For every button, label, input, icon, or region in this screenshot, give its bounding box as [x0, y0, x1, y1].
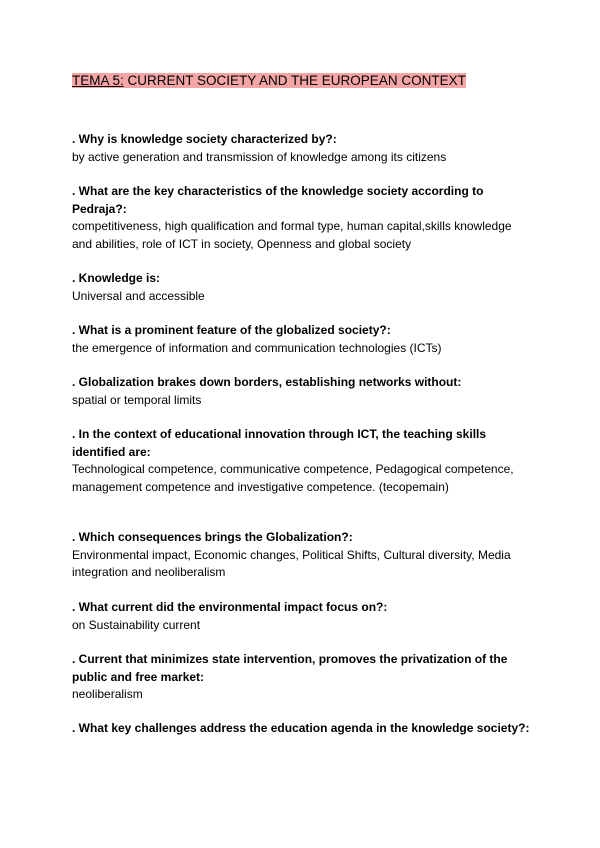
qa-item-6 — [72, 426, 534, 496]
qa-item-3 — [72, 270, 534, 305]
qa-item-1 — [72, 131, 534, 166]
qa-item-2 — [72, 183, 534, 253]
question: . Why is knowledge society characterized by?: — [72, 132, 337, 146]
question: . Knowledge is: — [72, 271, 161, 285]
answer: Technological competence, communicative competence, Pedagogical competence, management competence and investigative competence. (tecopemain) — [72, 462, 514, 494]
qa-item-10 — [72, 720, 534, 738]
title-text: CURRENT SOCIETY AND THE EUROPEAN CONTEXT — [123, 73, 466, 88]
question: . What are the key characteristics of the knowledge society according to Pedraja?: — [72, 184, 484, 216]
question: . Which consequences brings the Globalization?: — [72, 530, 353, 544]
question: . In the context of educational innovation through ICT, the teaching skills identified are: — [72, 427, 487, 459]
question: . Globalization brakes down borders, establishing networks without: — [72, 375, 462, 389]
answer: by active generation and transmission of knowledge among its citizens — [72, 149, 447, 164]
answer: Environmental impact, Economic changes, Political Shifts, Cultural diversity, Media integration and neoliberalism — [72, 547, 511, 579]
answer: Universal and accessible — [72, 288, 205, 303]
qa-item-7 — [72, 529, 534, 582]
question: . What key challenges address the education agenda in the knowledge society?: — [72, 721, 530, 735]
title-highlight — [72, 73, 466, 88]
page-title — [72, 70, 468, 91]
answer: competitiveness, high qualification and formal type, human capital,skills knowledge and abilities, role of ICT in society, Openness and global society — [72, 219, 512, 251]
answer: spatial or temporal limits — [72, 392, 202, 407]
question: . What is a prominent feature of the globalized society?: — [72, 323, 391, 337]
qa-item-5 — [72, 374, 534, 409]
answer: the emergence of information and communication technologies (ICTs) — [72, 340, 442, 355]
answer: on Sustainability current — [72, 617, 201, 632]
qa-item-4 — [72, 322, 534, 357]
question: . What current did the environmental impact focus on?: — [72, 600, 388, 614]
question: . Current that minimizes state intervention, promoves the privatization of the public and free market: — [72, 652, 508, 684]
qa-item-8 — [72, 599, 534, 634]
qa-item-9 — [72, 651, 534, 704]
answer: neoliberalism — [72, 687, 143, 701]
title-tema-label: TEMA 5: — [72, 73, 124, 88]
